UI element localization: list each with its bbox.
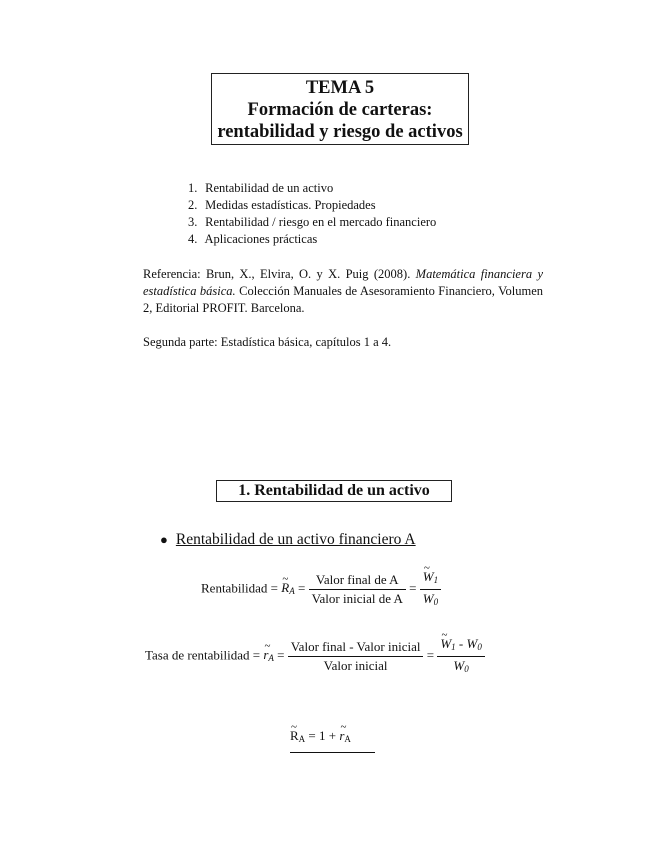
formula2-lhs: Tasa de rentabilidad = [145,647,261,663]
bullet-dot-icon: ● [160,532,168,547]
reference-suffix: Colección Manuales de Asesoramiento Financiero, Volumen 2, Editorial PROFIT. Barcelona. [143,284,543,315]
formula1-lhs: Rentabilidad = [201,580,279,596]
index-list [188,180,436,248]
index-item: 4. Aplicaciones prácticas [188,232,318,246]
formula-rentabilidad: Rentabilidad = ~ $R_A$ = $\frac{\text{Valor final de A}}{\text{Valor inicial de A}}$ = ~ $\frac{W_1}{W_0}$ [201,569,441,610]
title-line-2: Formación de carteras: [247,100,433,120]
segunda-parte-text: Segunda parte: Estadística básica, capítulos 1 a 4. [143,335,392,349]
formula2-symbol: ~ $r_A$ [263,647,274,666]
title-box [211,73,469,145]
formula-relation: ~ $R_A = 1$ + ~ $r_A$ [290,728,351,747]
reference-prefix: Referencia: Brun, X., Elvira, O. y X. Puig (2008). [143,267,411,281]
reference-paragraph [143,266,543,317]
formula2-fraction-w: ~ $\frac{W_1 - W_0}{W_0}$ [437,636,485,677]
formula1-fraction-w: ~ $\frac{W_1}{W_0}$ [420,569,441,610]
title-line-3: rentabilidad y riesgo de activos [217,122,463,142]
bullet-text: Rentabilidad de un activo financiero A [175,531,416,548]
section-header: 1. Rentabilidad de un activo [216,480,452,502]
formula1-fraction: $\frac{\text{Valor final de A}}{\text{Valor inicial de A}}$ [309,572,406,607]
formula1-symbol: ~ $R_A$ [281,580,294,599]
formula3-underline [290,752,375,753]
section-bullet [160,530,416,550]
formula-tasa-rentabilidad: Tasa de rentabilidad = ~ $r_A$ = $\frac{\text{Valor final - Valor inicial}}{\text{Valor inicial}}$ = ~ $\frac{W_1 - W_0}{W_0}$ [145,636,485,677]
index-item: 3. Rentabilidad / riesgo en el mercado financiero [188,215,437,229]
index-item: 2. Medidas estadísticas. Propiedades [188,198,376,212]
formula2-fraction: $\frac{\text{Valor final - Valor inicial}}{\text{Valor inicial}}$ [288,639,424,674]
formula3-symbol-2: ~ r [339,728,344,744]
reference-book-title: Matemática financiera y estadística básica. [143,267,543,298]
title-line-1: TEMA 5 [305,78,375,98]
formula3-symbol: ~ R [290,728,299,744]
index-item: 1. Rentabilidad de un activo [188,181,334,195]
